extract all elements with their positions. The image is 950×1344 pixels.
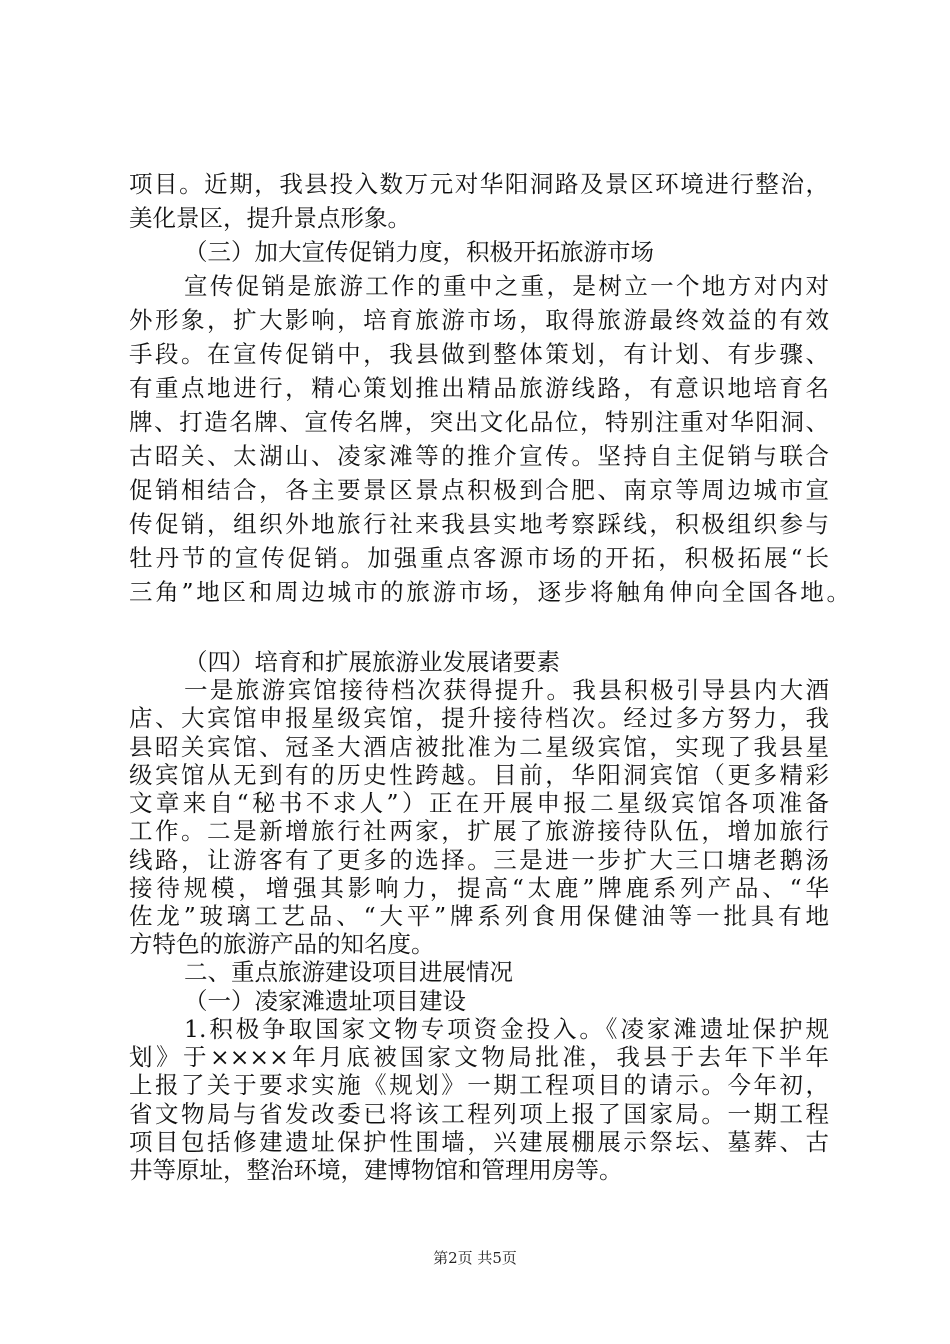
body-line: 井等原址，整治环境，建博物馆和管理用房等。 bbox=[129, 1156, 623, 1184]
body-line: 古昭关、太湖山、凌家滩等的推介宣传。坚持自主促销与联合 bbox=[129, 442, 829, 470]
body-line: 传促销，组织外地旅行社来我县实地考察踩线，积极组织参与 bbox=[129, 510, 829, 538]
body-line: 美化景区，提升景点形象。 bbox=[129, 204, 411, 232]
subsection-heading: （一）凌家滩遗址项目建设 bbox=[184, 987, 466, 1015]
section-heading: （四）培育和扩展旅游业发展诸要素 bbox=[184, 648, 560, 676]
body-line: 牌、打造名牌、宣传名牌，突出文化品位，特别注重对华阳洞、 bbox=[129, 408, 829, 436]
body-line: 省文物局与省发改委已将该工程列项上报了国家局。一期工程 bbox=[129, 1100, 829, 1128]
body-line: 宣传促销是旅游工作的重中之重，是树立一个地方对内对 bbox=[184, 272, 829, 300]
section-heading: （三）加大宣传促销力度，积极开拓旅游市场 bbox=[184, 238, 654, 266]
body-line: 三角”地区和周边城市的旅游市场，逐步将触角伸向全国各地。 bbox=[129, 578, 850, 606]
body-line: 线路，让游客有了更多的选择。三是进一步扩大三口塘老鹅汤 bbox=[129, 846, 829, 874]
body-line: 1.积极争取国家文物专项资金投入。《凌家滩遗址保护规 bbox=[184, 1015, 829, 1043]
body-line: 划》于××××年月底被国家文物局批准，我县于去年下半年 bbox=[129, 1043, 829, 1071]
body-line: 县昭关宾馆、冠圣大酒店被批准为二星级宾馆，实现了我县星 bbox=[129, 733, 829, 761]
body-line: 手段。在宣传促销中，我县做到整体策划，有计划、有步骤、 bbox=[129, 340, 829, 368]
body-line: 店、大宾馆申报星级宾馆，提升接待档次。经过多方努力，我 bbox=[129, 704, 829, 732]
body-line: 佐龙”玻璃工艺品、“大平”牌系列食用保健油等一批具有地 bbox=[129, 902, 829, 930]
page-number: 第2页 共5页 bbox=[433, 1249, 517, 1267]
body-line: 项目包括修建遗址保护性围墙，兴建展棚展示祭坛、墓葬、古 bbox=[129, 1128, 829, 1156]
body-line: 促销相结合，各主要景区景点积极到合肥、南京等周边城市宣 bbox=[129, 476, 829, 504]
body-line: 方特色的旅游产品的知名度。 bbox=[129, 930, 435, 958]
page-footer bbox=[0, 1248, 950, 1268]
body-line: 上报了关于要求实施《规划》一期工程项目的请示。今年初， bbox=[129, 1071, 829, 1099]
body-line: 一是旅游宾馆接待档次获得提升。我县积极引导县内大酒 bbox=[184, 676, 829, 704]
body-line: 项目。近期，我县投入数万元对华阳洞路及景区环境进行整治， bbox=[129, 170, 829, 198]
body-line: 接待规模，增强其影响力，提高“太鹿”牌鹿系列产品、“华 bbox=[129, 874, 829, 902]
body-line: 文章来自“秘书不求人”）正在开展申报二星级宾馆各项准备 bbox=[129, 789, 829, 817]
body-line: 工作。二是新增旅行社两家，扩展了旅游接待队伍，增加旅行 bbox=[129, 817, 829, 845]
body-line: 有重点地进行，精心策划推出精品旅游线路，有意识地培育名 bbox=[129, 374, 829, 402]
body-line: 外形象，扩大影响，培育旅游市场，取得旅游最终效益的有效 bbox=[129, 306, 829, 334]
section-heading: 二、重点旅游建设项目进展情况 bbox=[184, 958, 513, 986]
body-line: 牡丹节的宣传促销。加强重点客源市场的开拓，积极拓展“长 bbox=[129, 544, 829, 572]
body-line: 级宾馆从无到有的历史性跨越。目前，华阳洞宾馆（更多精彩 bbox=[129, 761, 829, 789]
